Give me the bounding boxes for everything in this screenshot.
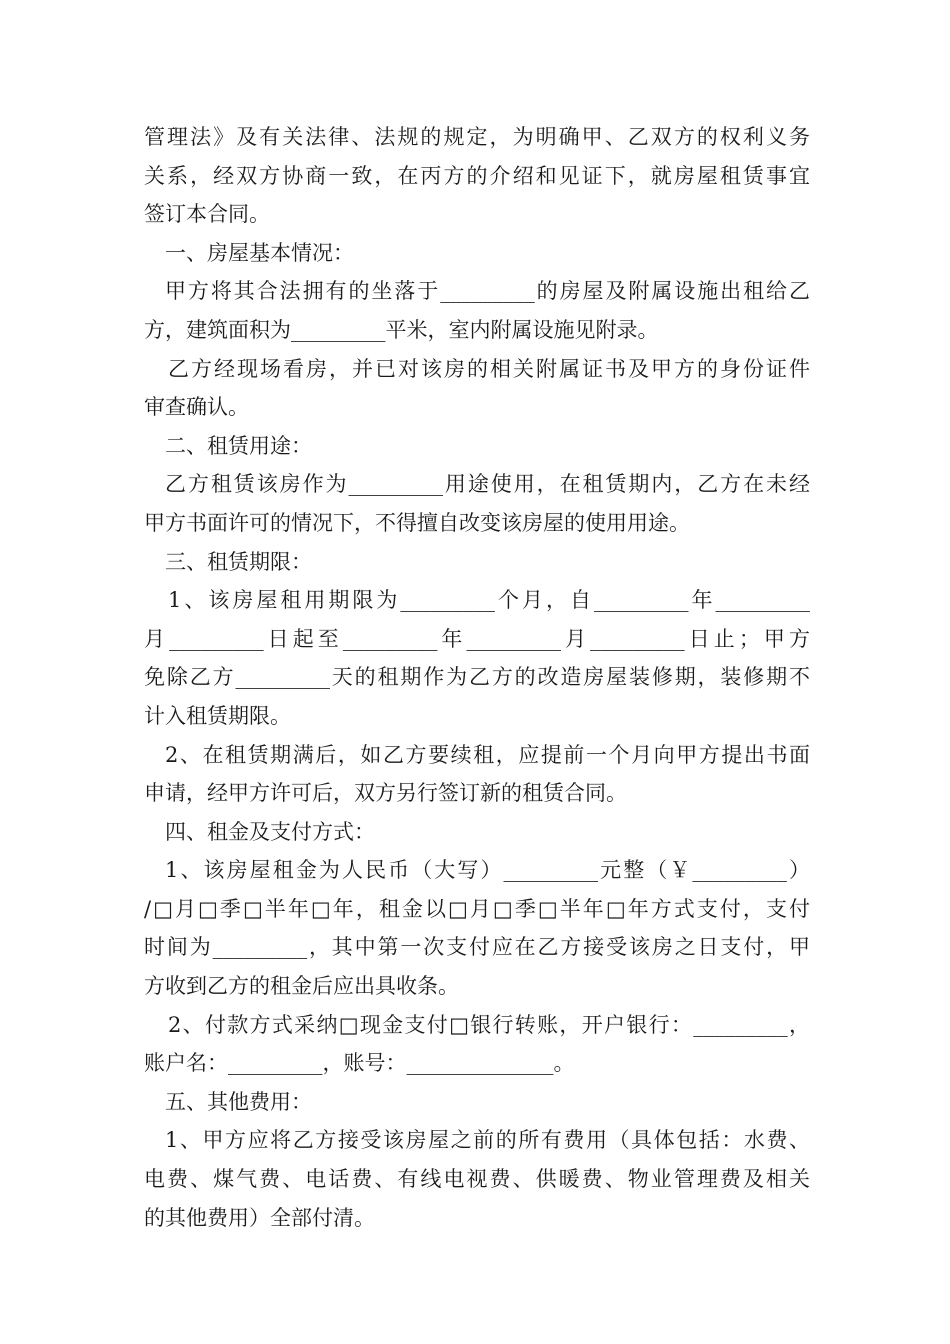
text-line: 计入租赁期限。 [144, 703, 291, 728]
text-line: 乙方租赁该房作为_________用途使用，在租赁期内，乙方在未经 [165, 472, 810, 497]
text-line: 审查确认。 [144, 395, 249, 420]
text-line: 关系，经双方协商一致，在丙方的介绍和见证下，就房屋租赁事宜 [144, 163, 810, 188]
text-line: 管理法》及有关法律、法规的规定，为明确甲、乙双方的权利义务 [144, 125, 810, 149]
text-line: 甲方书面许可的情况下，不得擅自改变该房屋的使用用途。 [144, 510, 690, 535]
text-line: 2、在租赁期满后，如乙方要续租，应提前一个月向甲方提出书面 [165, 742, 810, 767]
text-line: 1、该房屋租金为人民币（大写）_________元整（￥_________） [165, 858, 810, 883]
text-line: 免除乙方_________天的租期作为乙方的改造房屋装修期，装修期不 [144, 665, 810, 690]
text-line: 1、该房屋租用期限为_________个月，自_________年_________ [168, 588, 810, 613]
text-line: 月_________日起至_________年_________月_________日止；甲方 [144, 626, 810, 651]
text-line: 方收到乙方的租金后应出具收条。 [144, 974, 459, 999]
text-line: 电费、煤气费、电话费、有线电视费、供暖费、物业管理费及相关 [144, 1167, 810, 1192]
text-line: 时间为_________，其中第一次支付应在乙方接受该房之日支付，甲 [144, 935, 810, 960]
text-line: 一、房屋基本情况： [165, 240, 354, 265]
text-line: 方，建筑面积为_________平米，室内附属设施见附录。 [144, 317, 659, 342]
text-line: 1、甲方应将乙方接受该房屋之前的所有费用（具体包括：水费、 [165, 1128, 810, 1153]
text-line: 甲方将其合法拥有的坐落于_________的房屋及附属设施出租给乙 [165, 279, 810, 304]
document-body [144, 118, 810, 1237]
text-line: /□月□季□半年□年，租金以□月□季□半年□年方式支付，支付 [144, 896, 810, 921]
text-line: 账户名：_________，账号：______________。 [144, 1051, 575, 1076]
text-line: 2、付款方式采纳□现金支付□银行转账，开户银行：_________， [168, 1012, 810, 1037]
text-line: 乙方经现场看房，并已对该房的相关附属证书及甲方的身份证件 [168, 356, 810, 381]
text-line: 五、其他费用： [165, 1089, 312, 1114]
text-line: 申请，经甲方许可后，双方另行签订新的租赁合同。 [144, 781, 627, 806]
text-line: 四、租金及支付方式： [165, 819, 375, 844]
text-line: 签订本合同。 [144, 202, 270, 227]
text-line: 的其他费用）全部付清。 [144, 1205, 375, 1230]
text-line: 三、租赁期限： [165, 549, 312, 574]
text-line: 二、租赁用途： [165, 433, 312, 458]
